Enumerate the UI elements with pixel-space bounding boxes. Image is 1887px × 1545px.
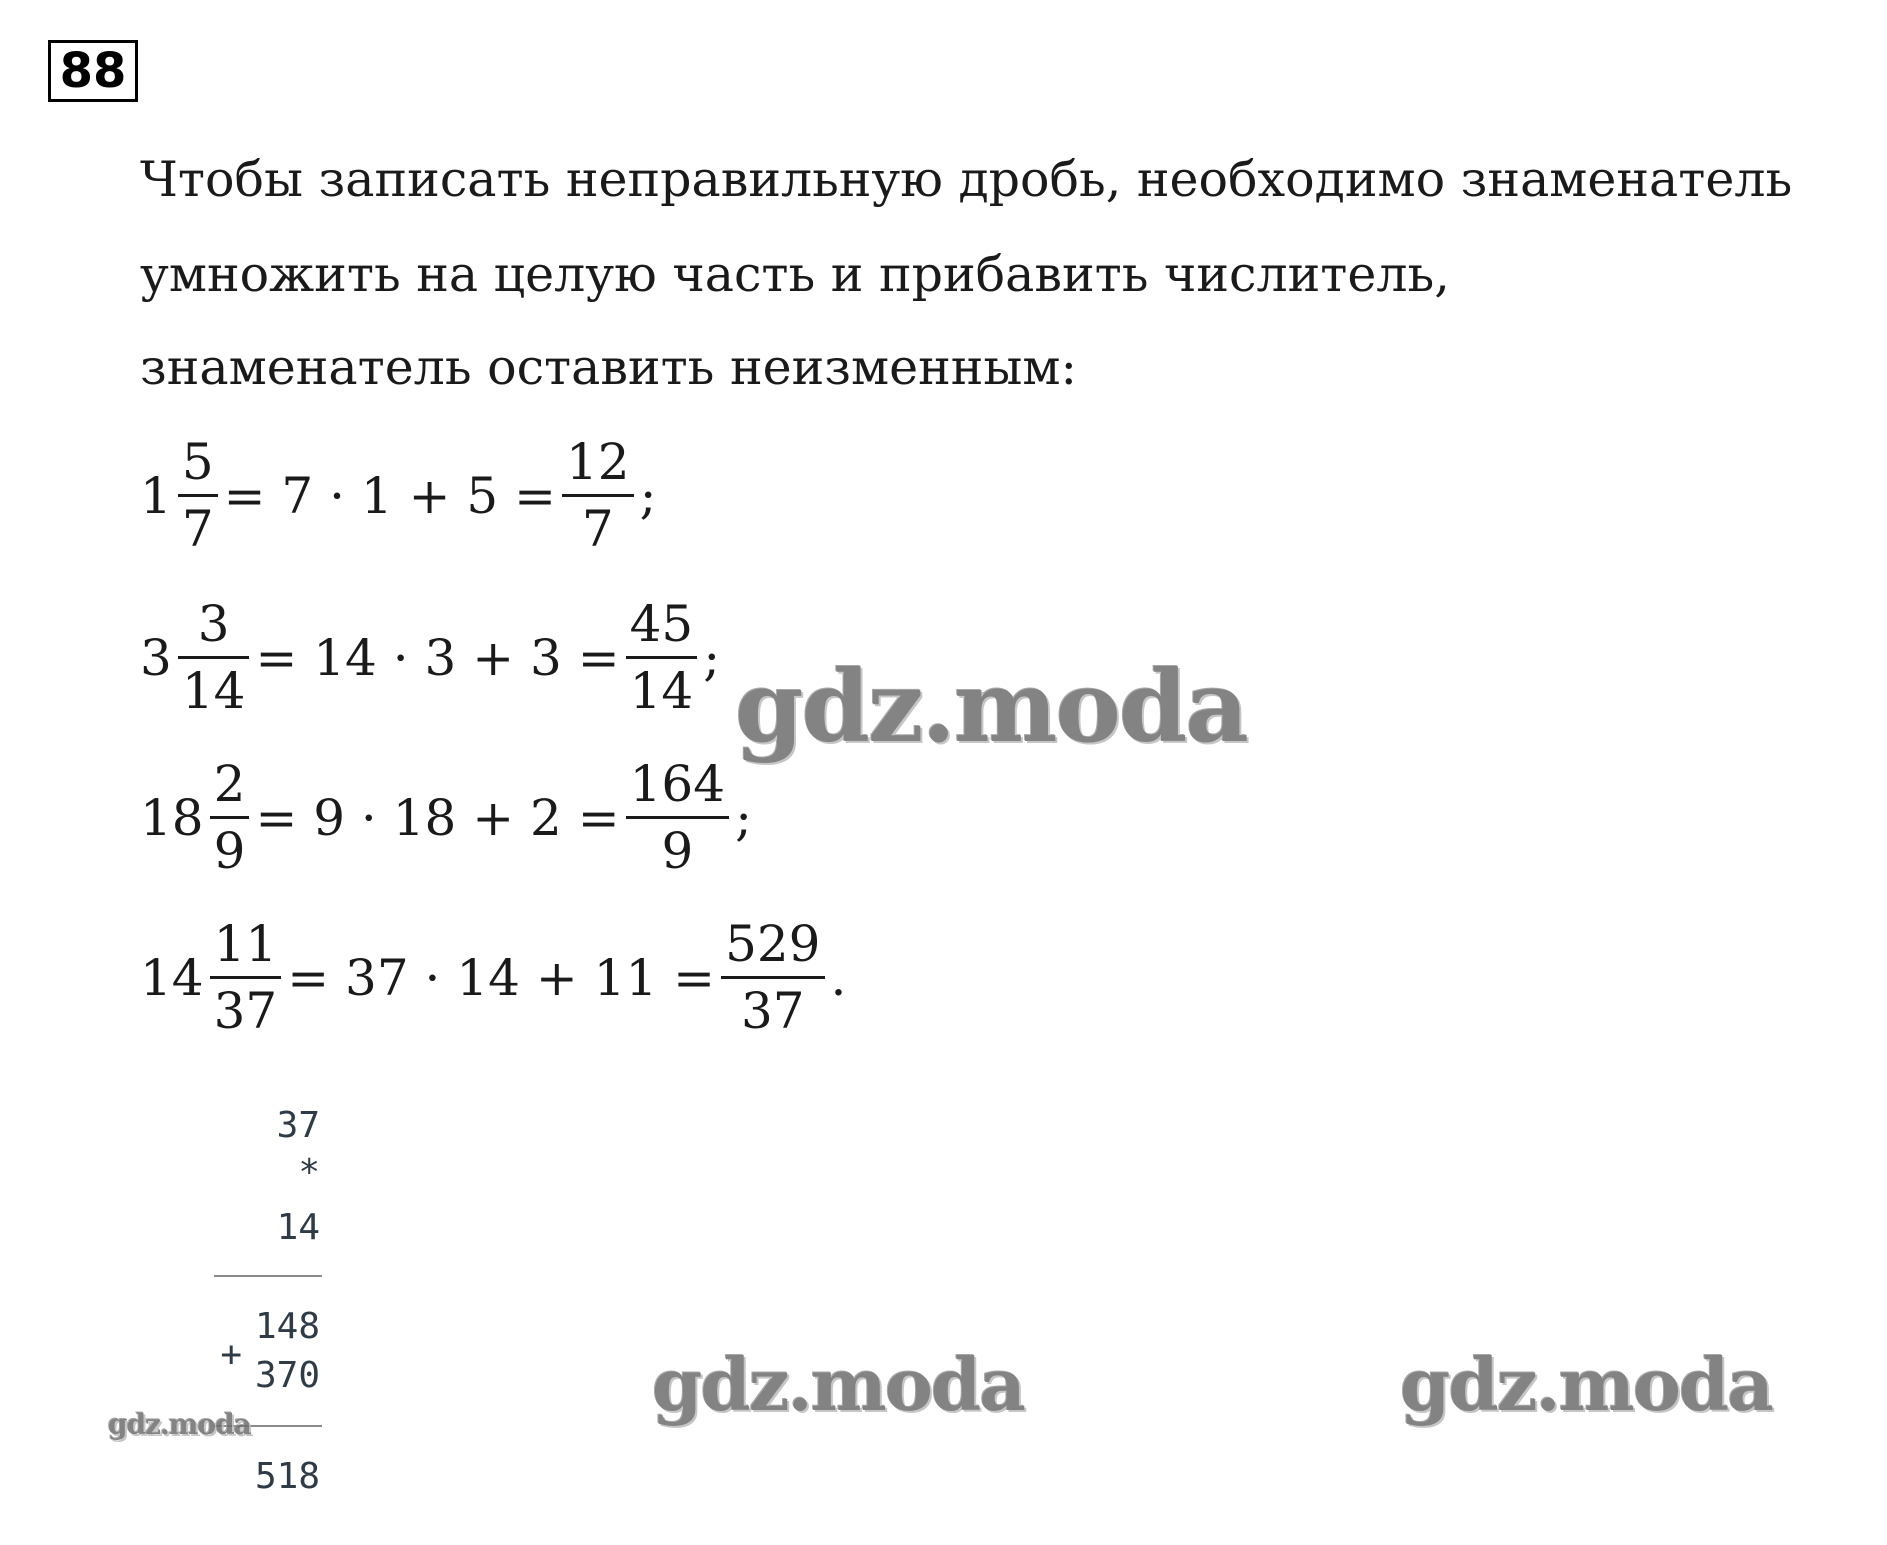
equation-1 [140, 430, 656, 561]
whole-part: 18 [140, 788, 204, 847]
plus-sign: + [220, 1334, 242, 1375]
result-numerator: 529 [725, 915, 821, 973]
multiply-sign: * [298, 1152, 320, 1193]
whole-part: 3 [140, 628, 172, 687]
result-denominator: 7 [581, 500, 614, 558]
punctuation: ; [735, 788, 752, 847]
numerator: 5 [181, 433, 214, 491]
denominator: 7 [181, 500, 214, 558]
whole-part: 14 [140, 948, 204, 1007]
result-numerator: 12 [566, 433, 630, 491]
partial-product-1: 148 [254, 1306, 320, 1347]
watermark: gdz.moda [108, 1408, 251, 1441]
mixed-fraction [178, 430, 218, 561]
punctuation: ; [639, 466, 657, 525]
multiplicand: 37 [276, 1105, 320, 1146]
equation-3 [140, 752, 752, 883]
expression: = 7 · 1 + 5 = [223, 466, 556, 525]
denominator: 9 [213, 822, 246, 880]
multiplier: 14 [276, 1207, 320, 1248]
result-fraction [626, 592, 698, 723]
equation-2 [140, 592, 720, 723]
result-fraction [721, 912, 824, 1043]
numerator: 3 [197, 595, 230, 653]
result-numerator: 164 [629, 755, 726, 813]
watermark: gdz.moda [735, 650, 1247, 765]
numerator: 11 [213, 915, 278, 973]
mixed-fraction [210, 912, 282, 1043]
punctuation: . [830, 948, 847, 1007]
paragraph-line-3: знаменатель оставить неизменным: [140, 339, 1078, 396]
result-fraction [562, 430, 634, 561]
mixed-fraction [210, 752, 250, 883]
expression: = 37 · 14 + 11 = [287, 948, 716, 1007]
paragraph-line-2: умножить на целую часть и прибавить числитель, [140, 246, 1450, 303]
expression: = 14 · 3 + 3 = [255, 628, 620, 687]
expression: = 9 · 18 + 2 = [255, 788, 620, 847]
result-denominator: 14 [629, 662, 694, 720]
column-divider [214, 1275, 322, 1277]
column-result: 518 [254, 1456, 320, 1497]
denominator: 14 [181, 662, 246, 720]
result-denominator: 37 [740, 982, 805, 1040]
result-denominator: 9 [661, 822, 694, 880]
watermark: gdz.moda [652, 1342, 1024, 1427]
equation-4 [140, 912, 846, 1043]
whole-part: 1 [140, 466, 172, 525]
watermark: gdz.moda [1400, 1342, 1772, 1427]
denominator: 37 [213, 982, 278, 1040]
mixed-fraction [178, 592, 250, 723]
punctuation: ; [703, 628, 721, 687]
numerator: 2 [213, 755, 246, 813]
result-fraction [626, 752, 729, 883]
paragraph-line-1: Чтобы записать неправильную дробь, необходимо знаменатель [140, 151, 1793, 208]
result-numerator: 45 [629, 595, 694, 653]
partial-product-2: 370 [254, 1355, 320, 1396]
task-number: 88 [48, 40, 138, 102]
